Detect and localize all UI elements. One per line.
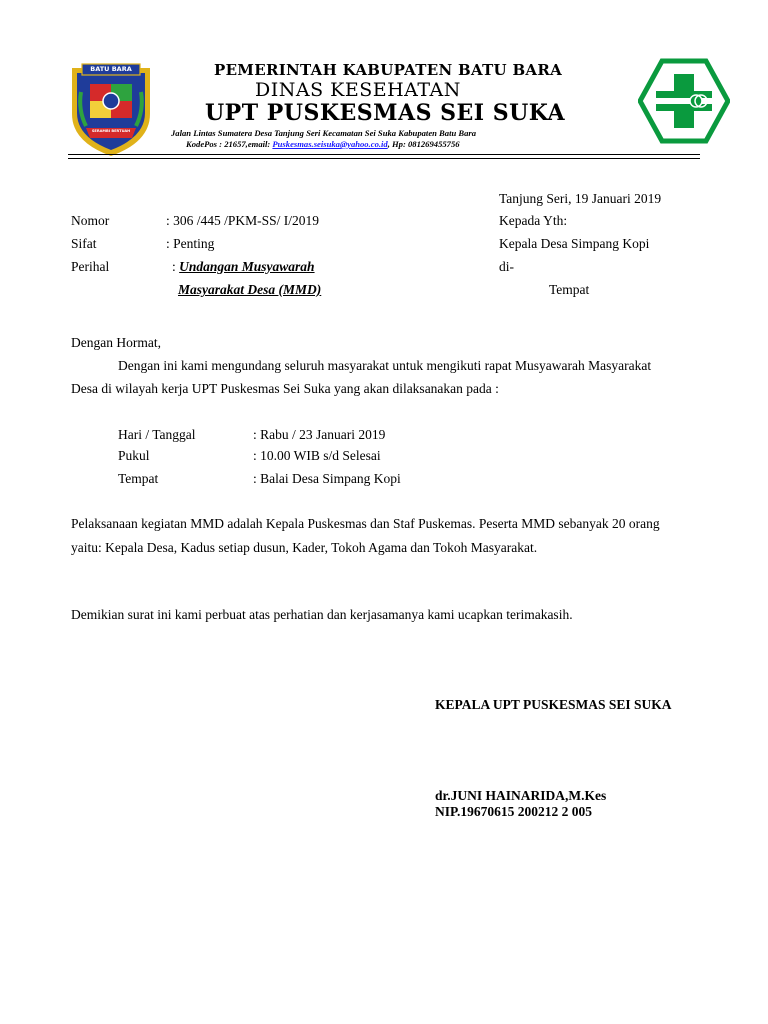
closing-paragraph: Demikian surat ini kami perbuat atas perhatian dan kerjasamanya kami ucapkan terimakasih. <box>71 607 573 622</box>
nomor-value: : 306 /445 /PKM-SS/ I/2019 <box>166 213 320 228</box>
logo-ribbon-text: SERAMBI BERTUAH <box>91 129 131 133</box>
detail-label-place: Tempat <box>118 471 159 486</box>
letterhead-rule-bottom <box>68 158 700 159</box>
email-link[interactable]: Puskesmas.seisuka@yahoo.co.id <box>272 139 388 149</box>
contact-suffix: , Hp: 081269455756 <box>387 139 460 149</box>
regency-logo <box>64 62 158 158</box>
paragraph-1-line-1: Dengan ini kami mengundang seluruh masyarakat untuk mengikuti rapat Musyawarah Masyarakat <box>118 358 652 373</box>
sifat-value: : Penting <box>166 236 215 251</box>
contact-prefix: KodePos : 21657,email: <box>186 139 273 149</box>
detail-value-place: : Balai Desa Simpang Kopi <box>253 471 401 486</box>
logo-banner-text: BATU BARA <box>90 65 132 73</box>
perihal-colon: : <box>172 259 180 274</box>
perihal-label: Perihal <box>71 259 110 274</box>
letterhead-agency: DINAS KESEHATAN <box>255 79 461 101</box>
detail-label-time: Pukul <box>118 448 150 463</box>
tempat-label: Tempat <box>549 282 590 297</box>
sifat-label: Sifat <box>71 236 97 251</box>
signer-name: dr.JUNI HAINARIDA,M.Kes <box>435 788 607 803</box>
detail-value-day: : Rabu / 23 Januari 2019 <box>253 427 386 442</box>
perihal-line1: Undangan Musyawarah <box>179 259 315 274</box>
perihal-value <box>172 259 315 275</box>
detail-label-day: Hari / Tanggal <box>118 427 196 442</box>
paragraph-2-line-2: yaitu: Kepala Desa, Kadus setiap dusun, Kader, Tokoh Agama dan Tokoh Masyarakat. <box>71 540 538 555</box>
detail-value-time: : 10.00 WIB s/d Selesai <box>253 448 381 463</box>
letterhead-government: PEMERINTAH KABUPATEN BATU BARA <box>214 61 563 79</box>
letterhead-contact <box>186 139 460 149</box>
di-label: di- <box>499 259 514 274</box>
salutation: Dengan Hormat, <box>71 335 161 350</box>
kepada-label: Kepada Yth: <box>499 213 568 228</box>
signer-nip: NIP.19670615 200212 2 005 <box>435 804 593 819</box>
letterhead-rule-top <box>68 154 700 155</box>
letterhead-unit: UPT PUSKESMAS SEI SUKA <box>205 100 566 126</box>
paragraph-1-line-2: Desa di wilayah kerja UPT Puskesmas Sei Suka yang akan dilaksanakan pada : <box>71 381 499 396</box>
perihal-line2: Masyarakat Desa (MMD) <box>178 282 322 297</box>
paragraph-2-line-1: Pelaksanaan kegiatan MMD adalah Kepala Puskesmas dan Staf Puskemas. Peserta MMD sebanyak 20 orang <box>71 516 660 531</box>
signer-title: KEPALA UPT PUSKESMAS SEI SUKA <box>435 697 672 712</box>
nomor-label: Nomor <box>71 213 110 228</box>
place-date: Tanjung Seri, 19 Januari 2019 <box>499 191 662 206</box>
letterhead-address: Jalan Lintas Sumatera Desa Tanjung Seri Kecamatan Sei Suka Kabupaten Batu Bara <box>171 128 477 138</box>
puskesmas-logo <box>638 58 730 144</box>
recipient: Kepala Desa Simpang Kopi <box>499 236 650 251</box>
